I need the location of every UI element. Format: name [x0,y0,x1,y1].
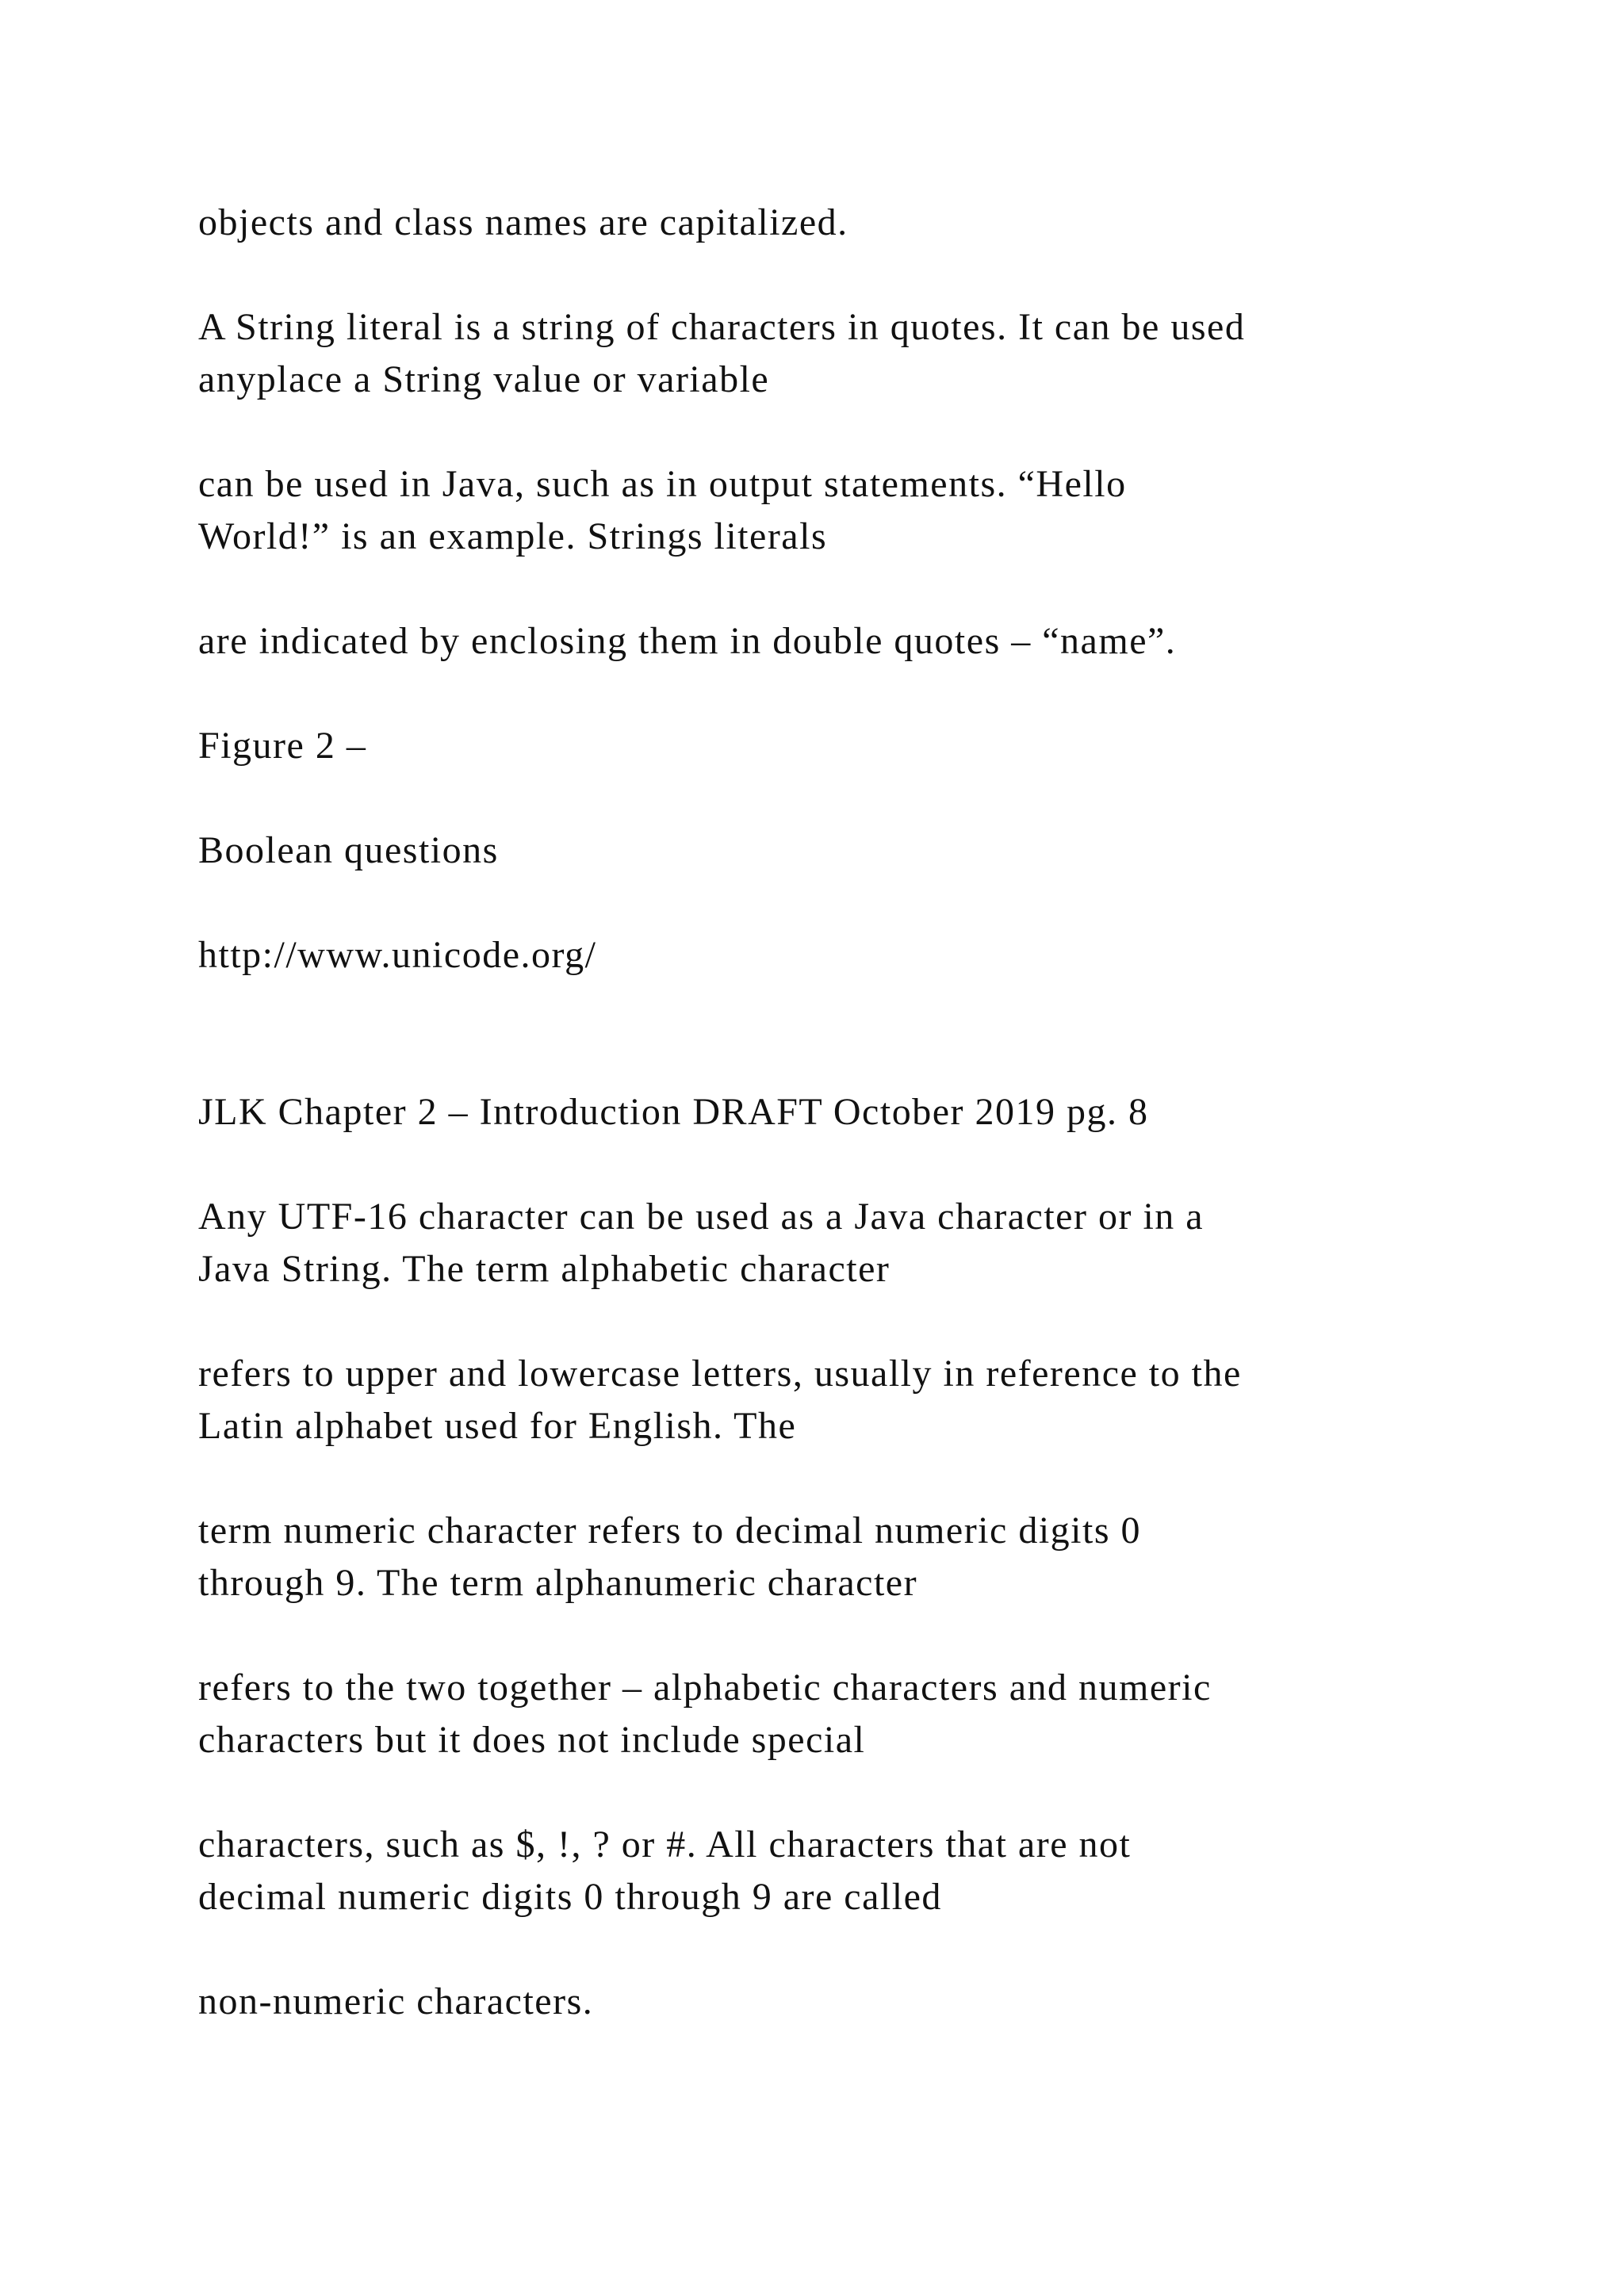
paragraph-string-literal [198,301,1499,406]
paragraph-alphanumeric [198,1662,1499,1766]
text-line: objects and class names are capitalized. [198,201,848,243]
paragraph-utf16 [198,1191,1499,1295]
text-line: World!” is an example. Strings literals [198,515,828,557]
page-header [198,1086,1499,1138]
unicode-url [198,929,1499,982]
text-line: Latin alphabet used for English. The [198,1405,797,1447]
figure-title [198,825,1499,877]
text-line: refers to upper and lowercase letters, usually in reference to the [198,1353,1242,1395]
text-line: through 9. The term alphanumeric character [198,1562,918,1604]
text-line: non-numeric characters. [198,1980,594,2022]
text-line: Figure 2 – [198,725,367,767]
paragraph-special-characters [198,1819,1499,1923]
text-line: are indicated by enclosing them in double quotes – “name”. [198,620,1177,662]
text-line: http://www.unicode.org/ [198,934,597,976]
paragraph-numeric [198,1505,1499,1609]
paragraph-class-names [198,197,1499,249]
text-line: term numeric character refers to decimal numeric digits 0 [198,1510,1142,1552]
figure-caption [198,720,1499,772]
text-line: refers to the two together – alphabetic characters and numeric [198,1667,1212,1709]
paragraph-alphabetic [198,1348,1499,1452]
text-line: Boolean questions [198,829,499,871]
text-line: Any UTF-16 character can be used as a Java character or in a [198,1196,1205,1238]
text-line: anyplace a String value or variable [198,358,770,400]
paragraph-output-statements [198,458,1499,563]
paragraph-non-numeric [198,1976,1499,2028]
paragraph-double-quotes [198,615,1499,668]
text-line: characters, such as $, !, ? or #. All characters that are not [198,1823,1132,1866]
text-line: Java String. The term alphabetic character [198,1248,891,1290]
text-line: decimal numeric digits 0 through 9 are called [198,1876,942,1918]
text-line: can be used in Java, such as in output statements. “Hello [198,463,1127,505]
text-line: JLK Chapter 2 – Introduction DRAFT October 2019 pg. 8 [198,1091,1149,1133]
text-line: A String literal is a string of characters in quotes. It can be used [198,306,1246,348]
text-line: characters but it does not include special [198,1719,866,1761]
